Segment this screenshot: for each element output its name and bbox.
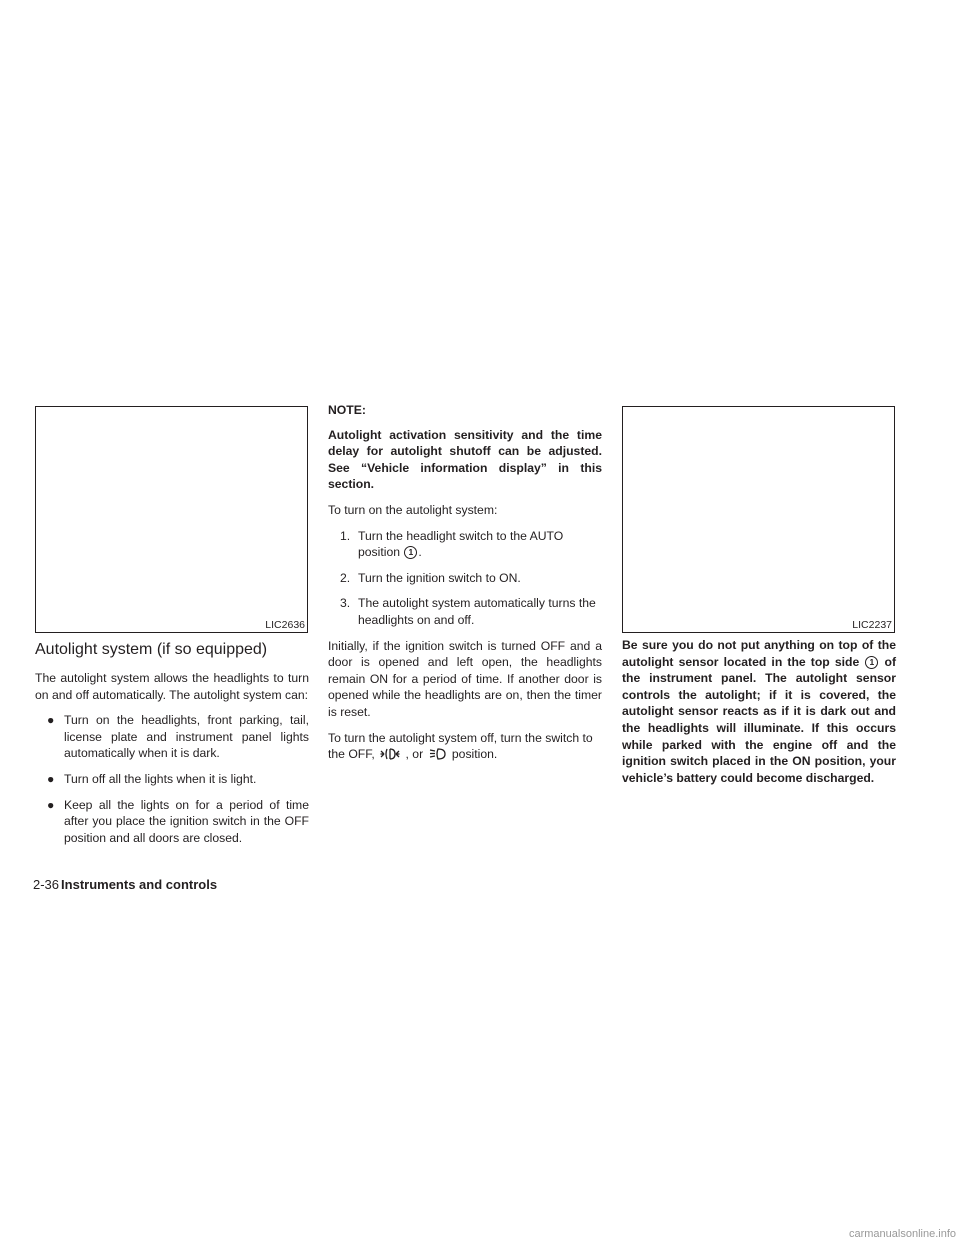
autolight-sensor-figure xyxy=(622,406,895,633)
page-number: 2-36 xyxy=(33,877,60,892)
list-item: 1. Turn the headlight switch to the AUTO position 1 . xyxy=(340,528,564,560)
middle-column xyxy=(328,402,602,772)
turn-off-paragraph: To turn the autolight system off, turn the switch to the OFF, , or position. xyxy=(328,730,593,762)
capability-list xyxy=(35,712,309,846)
page-footer xyxy=(33,877,217,892)
note-label: NOTE: xyxy=(328,403,366,417)
sensor-warning: Be sure you do not put anything on top of the autolight sensor located in the top side 1 of the instrument panel. The autolight sensor controls the autolight; if it is covered, the autolight sensor reacts as if it is dark out and the headlights will illuminate. If this occurs while parked with the engine off and the ignition switch placed in the ON position, your vehicle’s battery could become discharged. xyxy=(622,638,897,785)
callout-1-icon: 1 xyxy=(404,546,417,559)
figure-label: LIC2237 xyxy=(852,619,892,631)
parking-lights-icon xyxy=(380,747,400,761)
note-text: Autolight activation sensitivity and the time delay for autolight shutoff can be adjusted. See “Vehicle information display” in this section. xyxy=(328,427,602,492)
watermark: carmanualsonline.info xyxy=(848,1228,956,1240)
list-item: ● Turn off all the lights when it is light. xyxy=(47,771,257,786)
bullet-marker: ● xyxy=(47,771,55,786)
intro-paragraph: The autolight system allows the headlights to turn on and off automatically. The autolight system can: xyxy=(35,671,309,702)
callout-1-icon: 1 xyxy=(865,656,878,669)
steps-list xyxy=(328,528,602,629)
list-item: 2. Turn the ignition switch to ON. xyxy=(340,570,521,585)
bullet-marker: ● xyxy=(47,797,55,812)
timer-paragraph: Initially, if the ignition switch is turned OFF and a door is opened and left open, the headlights remain ON for a period of time. If another door is opened while the headlights are on, then the timer is reset. xyxy=(328,638,602,719)
autolight-switch-figure xyxy=(35,406,308,633)
right-column xyxy=(622,637,896,795)
figure-label: LIC2636 xyxy=(265,619,305,631)
left-column xyxy=(35,640,309,855)
section-title: Instruments and controls xyxy=(61,877,218,892)
bullet-marker: ● xyxy=(47,713,55,728)
steps-intro: To turn on the autolight system: xyxy=(328,502,498,517)
headlight-icon xyxy=(429,747,447,761)
list-item: ● Keep all the lights on for a period of time after you place the ignition switch in the OFF position and all doors are closed. xyxy=(47,797,309,845)
list-item: ● Turn on the headlights, front parking, tail, license plate and instrument panel lights automatically when it is dark. xyxy=(47,713,309,761)
list-item: 3. The autolight system automatically turns the headlights on and off. xyxy=(340,596,596,627)
section-heading: Autolight system (if so equipped) xyxy=(35,641,268,658)
